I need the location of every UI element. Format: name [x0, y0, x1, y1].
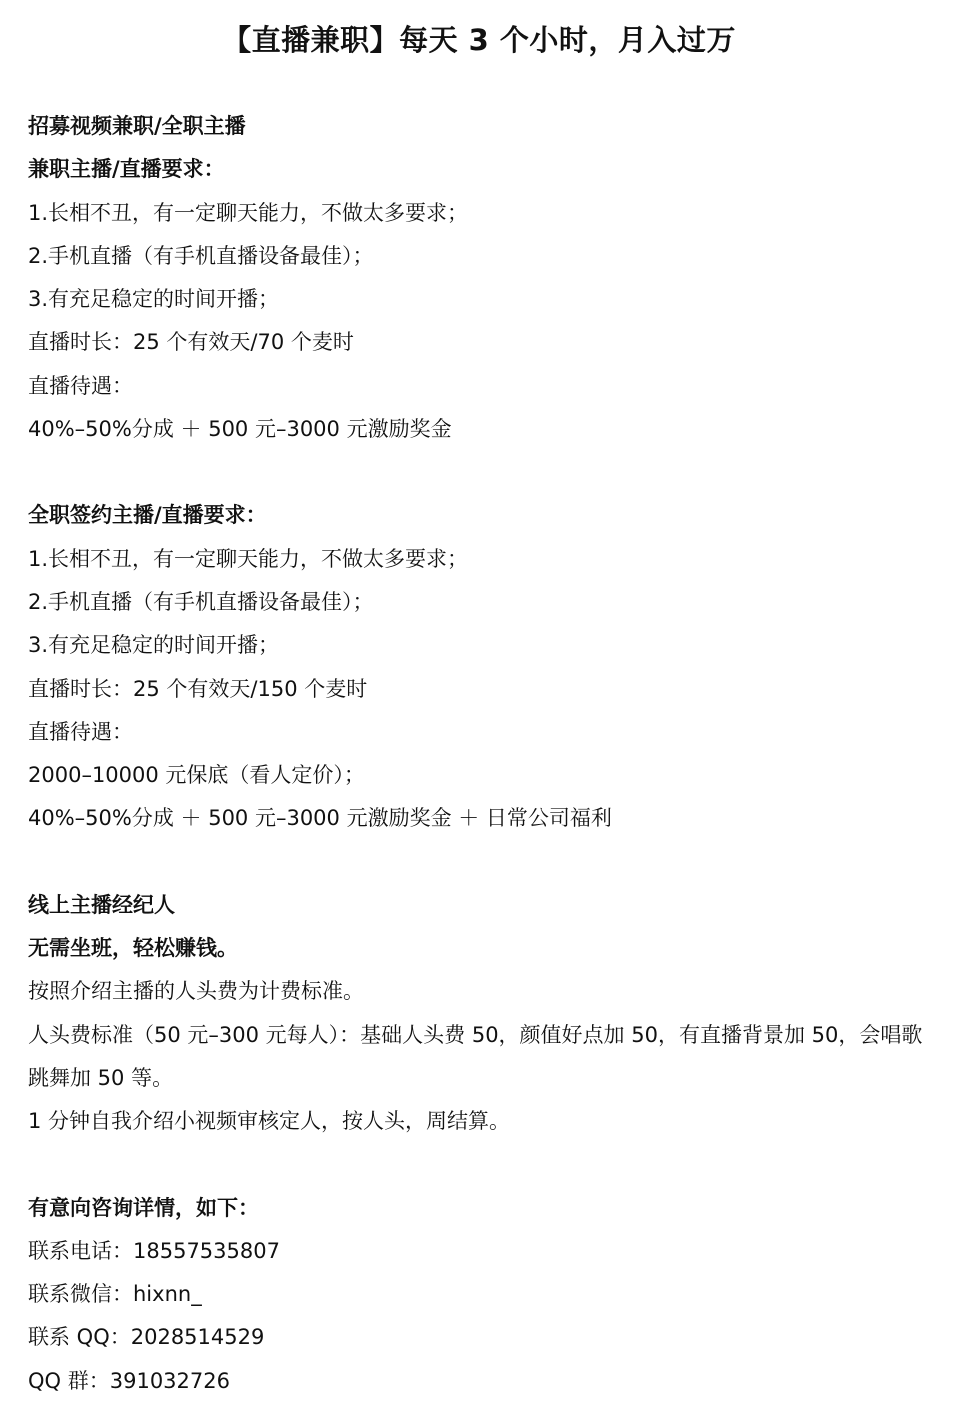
- fee-standard-line: 人头费标准（50 元–300 元每人）：基础人头费 50，颜值好点加 50，有直播背景加 50，会唱歌跳舞加 50 等。: [28, 1022, 923, 1090]
- section-heading: 有意向咨询详情，如下：: [28, 1195, 259, 1220]
- benefit-line: 40%–50%分成 ＋ 500 元–3000 元激励奖金 ＋ 日常公司福利: [28, 806, 612, 831]
- description-line: 按照介绍主播的人头费为计费标准。: [28, 979, 364, 1004]
- section-heading: 线上主播经纪人: [28, 892, 175, 917]
- benefit-label: 直播待遇：: [28, 373, 133, 398]
- duration-line: 直播时长：25 个有效天/70 个麦时: [28, 330, 354, 355]
- section-subheading: 无需坐班，轻松赚钱。: [28, 936, 238, 961]
- section-agent: [28, 884, 930, 1144]
- section-part-time-recruit: [28, 105, 930, 451]
- requirement-line: 3.有充足稳定的时间开播；: [28, 287, 280, 312]
- benefit-line: 2000–10000 元保底（看人定价）；: [28, 763, 365, 788]
- requirement-line: 3.有充足稳定的时间开播；: [28, 633, 280, 658]
- contact-qq-group: QQ 群：391032726: [28, 1368, 230, 1393]
- requirement-line: 1.长相不丑，有一定聊天能力，不做太多要求；: [28, 200, 469, 225]
- section-heading: 全职签约主播/直播要求：: [28, 503, 267, 528]
- contact-wechat: 联系微信：hixnn_: [28, 1282, 202, 1307]
- contact-qq: 联系 QQ：2028514529: [28, 1325, 265, 1350]
- section-subheading: 兼职主播/直播要求：: [28, 157, 225, 182]
- description-line: 1 分钟自我介绍小视频审核定人，按人头，周结算。: [28, 1109, 511, 1134]
- contact-phone: 联系电话：18557535807: [28, 1238, 280, 1263]
- duration-line: 直播时长：25 个有效天/150 个麦时: [28, 676, 368, 701]
- requirement-line: 2.手机直播（有手机直播设备最佳）；: [28, 243, 374, 268]
- section-contact: [28, 1187, 930, 1403]
- requirement-line: 1.长相不丑，有一定聊天能力，不做太多要求；: [28, 546, 469, 571]
- benefit-line: 40%–50%分成 ＋ 500 元–3000 元激励奖金: [28, 417, 452, 442]
- document-title: 【直播兼职】每天 3 个小时，月入过万: [222, 23, 736, 57]
- section-heading: 招募视频兼职/全职主播: [28, 114, 246, 138]
- requirement-line: 2.手机直播（有手机直播设备最佳）；: [28, 589, 374, 614]
- benefit-label: 直播待遇：: [28, 719, 133, 744]
- section-full-time-contract: [28, 494, 930, 840]
